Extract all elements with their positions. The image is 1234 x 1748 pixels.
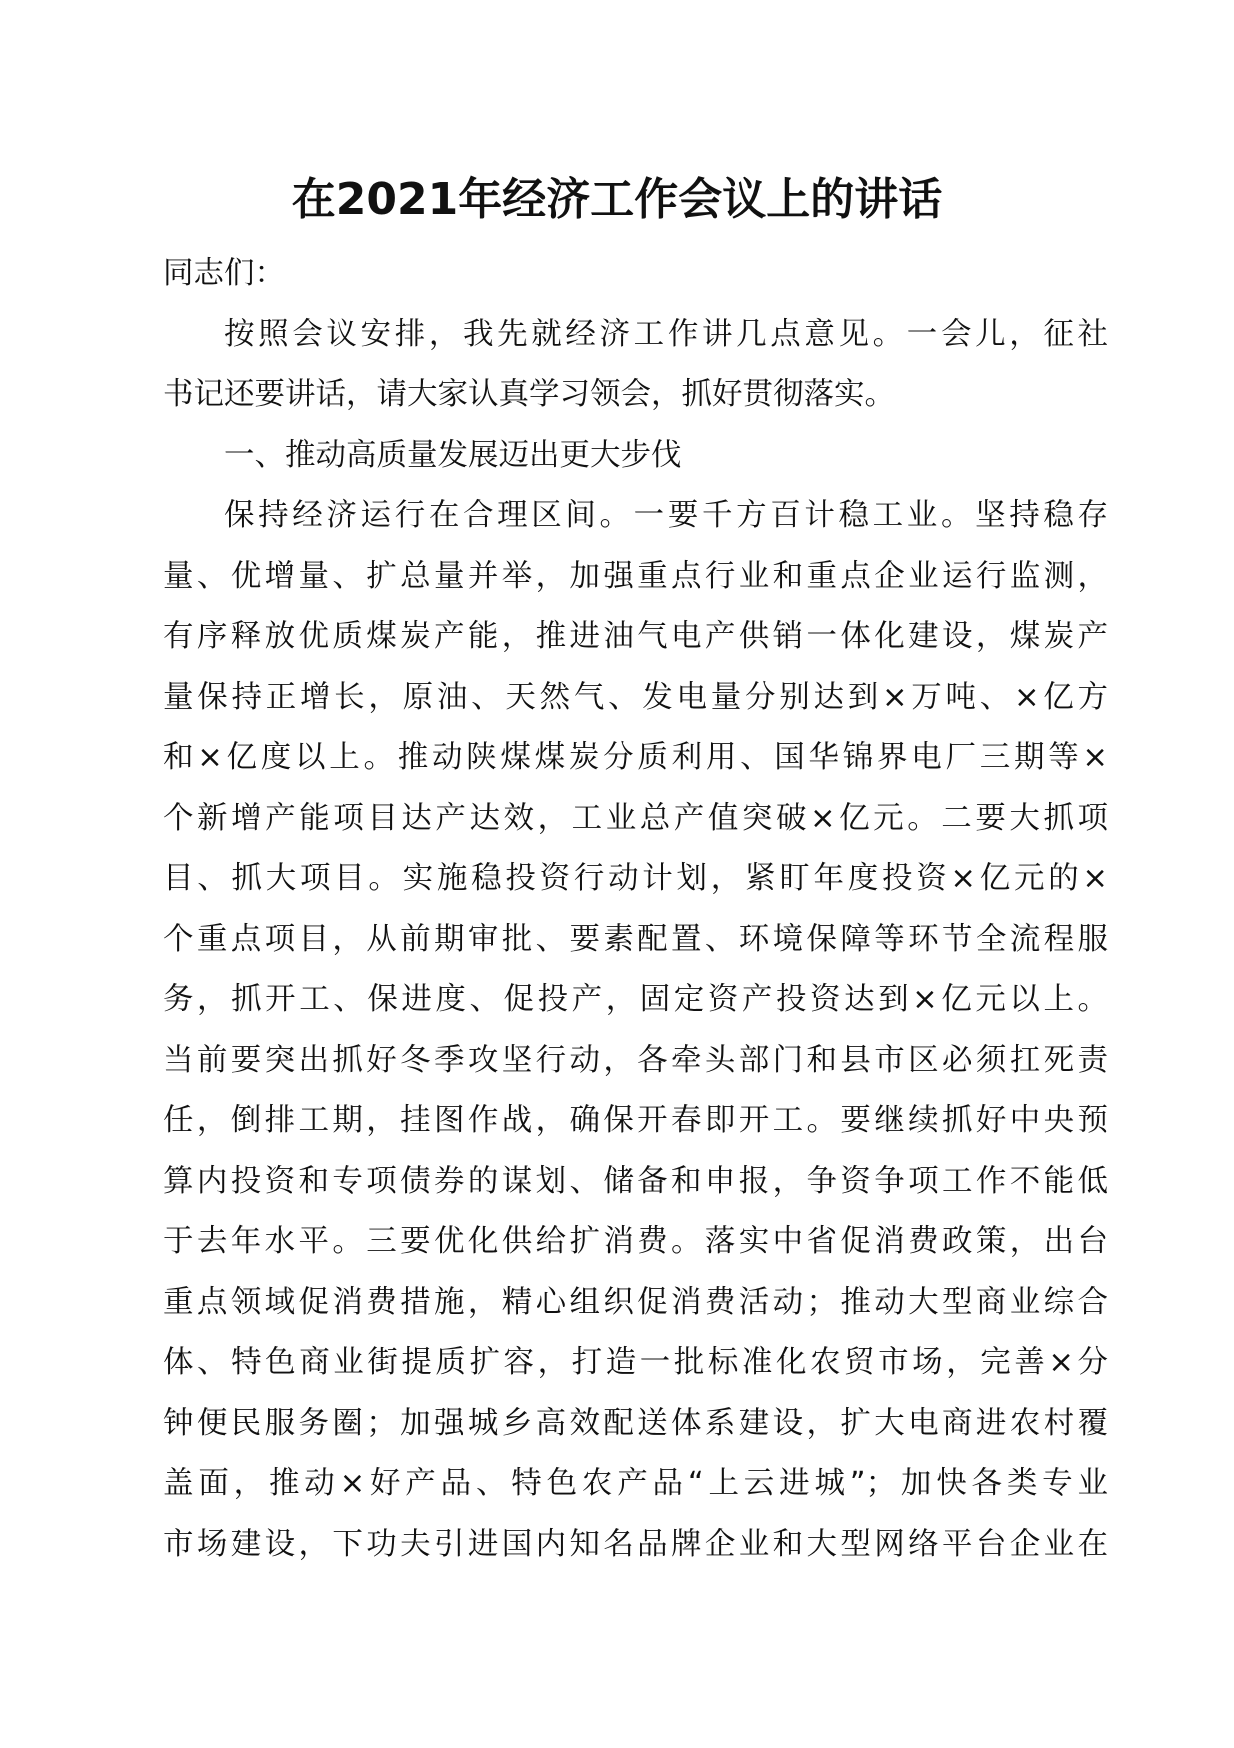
text-line: 保持经济运行在合理区间。一要千方百计稳工业。坚持稳存 [224,498,1108,533]
text-line: 钟便民服务圈；加强城乡高效配送体系建设，扩大电商进农村覆 [163,1405,1108,1441]
document-title: 在2021年经济工作会议上的讲话 [291,174,943,225]
text-line: 务，抓开工、保进度、促投产，固定资产投资达到×亿元以上。 [163,982,1108,1017]
text-line: 按照会议安排，我先就经济工作讲几点意见。一会儿，征社 [224,316,1108,352]
text-line: 目、抓大项目。实施稳投资行动计划，紧盯年度投资×亿元的× [163,861,1108,896]
text-line: 个重点项目，从前期审批、要素配置、环境保障等环节全流程服 [163,921,1108,957]
text-line: 量保持正增长，原油、天然气、发电量分别达到×万吨、×亿方 [163,679,1108,715]
text-line: 算内投资和专项债券的谋划、储备和申报，争资争项工作不能低 [163,1163,1108,1199]
text-line: 盖面，推动×好产品、特色农产品“上云进城”；加快各类专业 [163,1466,1108,1501]
text-line: 体、特色商业街提质扩容，打造一批标准化农贸市场，完善×分 [163,1345,1108,1380]
paragraph-intro [163,305,1108,426]
text-line: 市场建设，下功夫引进国内知名品牌企业和大型网络平台企业在 [163,1526,1108,1562]
text-line: 当前要突出抓好冬季攻坚行动，各牵头部门和县市区必须扛死责 [163,1042,1108,1078]
text-line: 有序释放优质煤炭产能，推进油气电产供销一体化建设，煤炭产 [163,619,1108,654]
document-body [163,244,1108,1575]
paragraph-economy [163,486,1108,1575]
salutation [163,244,1108,305]
text-line: 于去年水平。三要优化供给扩消费。落实中省促消费政策，出台 [163,1224,1108,1259]
text-line: 量、优增量、扩总量并举，加强重点行业和重点企业运行监测， [163,558,1108,594]
text-line: 任，倒排工期，挂图作战，确保开春即开工。要继续抓好中央预 [163,1103,1108,1138]
heading-line: 一、推动高质量发展迈出更大步伐 [224,437,682,473]
text-line: 个新增产能项目达产达效，工业总产值突破×亿元。二要大抓项 [163,800,1108,836]
section-heading [163,426,1108,487]
text-line: 书记还要讲话，请大家认真学习领会，抓好贯彻落实。 [163,377,895,412]
text-line: 和×亿度以上。推动陕煤煤炭分质利用、国华锦界电厂三期等× [163,740,1108,775]
text-line: 重点领域促消费措施，精心组织促消费活动；推动大型商业综合 [163,1284,1108,1320]
salutation-line: 同志们： [163,256,285,291]
